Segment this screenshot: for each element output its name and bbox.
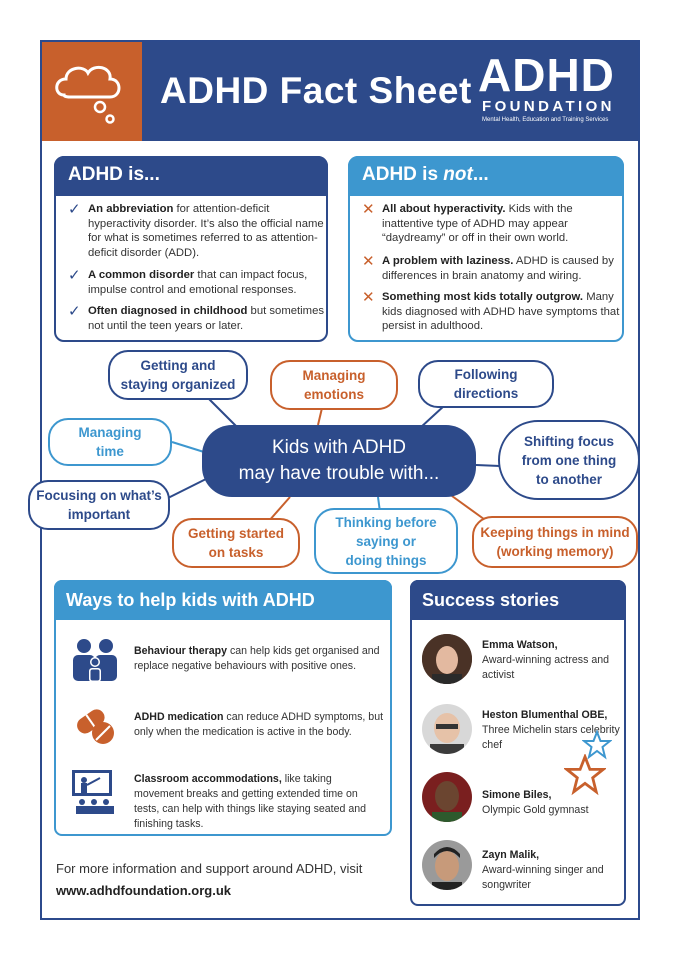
person-name: Zayn Malik,	[482, 849, 540, 861]
item-bold: Something most kids totally outgrow.	[382, 291, 584, 303]
bubble-text: Keeping things in mind	[480, 525, 630, 540]
person-entry	[482, 638, 622, 683]
classroom-icon	[70, 768, 120, 816]
bubble-text: directions	[453, 386, 519, 401]
person-desc: Olympic Gold gymnast	[482, 804, 589, 816]
avatar-heston-blumenthal	[422, 704, 472, 754]
avatar-zayn-malik	[422, 840, 472, 890]
logo-tagline: Mental Health, Education and Training Services	[482, 117, 609, 123]
mindmap-center	[202, 425, 476, 497]
bubble-emotions	[270, 360, 398, 410]
bubble-directions	[418, 360, 554, 408]
way-bold: Classroom accommodations,	[134, 773, 282, 785]
avatar-emma-watson	[422, 634, 472, 684]
way-text: can reduce ADHD symptoms, but only when the medication is active in the body.	[134, 711, 384, 738]
bubble-text: on tasks	[208, 545, 264, 560]
item-text: but sometimes not until the teen years or later.	[88, 305, 325, 332]
bubble-thinking	[314, 508, 458, 574]
item-text: Many kids diagnosed with ADHD have symptoms that persist in adulthood.	[382, 291, 620, 332]
pill-medication-icon	[70, 702, 120, 750]
bubble-text: emotions	[303, 387, 364, 402]
item-text: for attention-deficit hyperactivity disorder. It’s also the official name for what is sometimes referred to as attention-deficit disorder (ADD).	[88, 203, 324, 259]
bubble-text: important	[67, 507, 131, 522]
bubble-text: Managing	[302, 368, 366, 383]
person-desc: Three Michelin stars celebrity chef	[482, 724, 620, 751]
bubble-text: saying or	[355, 533, 417, 549]
person-photo-icon	[422, 704, 472, 754]
bubble-time	[48, 418, 172, 466]
title-prefix: ADHD is	[362, 164, 444, 185]
item-bold: An abbreviation	[88, 203, 174, 215]
bubble-text: Shifting focus	[524, 433, 614, 449]
bubble-text: Thinking before	[335, 514, 437, 530]
adhd-is-box	[54, 156, 328, 342]
bubble-text: doing things	[345, 552, 427, 568]
adhd-is-not-title	[348, 156, 624, 196]
ways-to-help-box	[54, 580, 392, 836]
way-item	[134, 644, 384, 674]
page-title: ADHD Fact Sheet	[160, 70, 472, 111]
cross-icon: ✕	[362, 201, 375, 218]
item-text: ADHD is caused by differences in brain anatomy and wiring.	[382, 255, 614, 282]
bubble-text: (working memory)	[496, 544, 614, 559]
family-therapy-icon	[70, 636, 120, 684]
item-bold: A problem with laziness.	[382, 255, 514, 267]
logo-adhd: ADHD	[478, 49, 615, 101]
item-bold: All about hyperactivity.	[382, 203, 506, 215]
way-text: like taking movement breaks and getting extended time on tests, can help with things like staying seated and finishing tasks.	[134, 773, 367, 830]
item-bold: Often diagnosed in childhood	[88, 305, 248, 317]
avatar-simone-biles	[422, 772, 472, 822]
bubble-shifting-focus	[498, 420, 640, 500]
checkmark-icon: ✓	[68, 267, 81, 284]
checkmark-icon: ✓	[68, 201, 81, 218]
logo-foundation: FOUNDATION	[482, 98, 615, 115]
item-text: that can impact focus, impulse control and emotional responses.	[88, 269, 308, 296]
person-photo-icon	[422, 772, 472, 822]
way-text: can help kids get organised and replace negative behaviours with positive ones.	[134, 645, 380, 672]
footer-link[interactable]: www.adhdfoundation.org.uk	[56, 883, 231, 898]
title-suffix: ...	[472, 164, 489, 185]
bubble-focusing	[28, 480, 170, 530]
list-item	[70, 268, 326, 297]
center-line: Kids with ADHD	[271, 437, 407, 458]
way-bold: Behaviour therapy	[134, 645, 228, 657]
person-name: Simone Biles,	[482, 789, 552, 801]
list-item	[364, 202, 620, 246]
person-photo-icon	[422, 840, 472, 890]
person-entry	[482, 848, 622, 893]
person-desc: Award-winning singer and songwriter	[482, 864, 604, 891]
bubble-getting-started	[172, 518, 300, 568]
list-item	[70, 202, 326, 260]
bubble-text: Following	[454, 367, 518, 382]
person-desc: Award-winning actress and activist	[482, 654, 609, 681]
list-item	[364, 290, 620, 334]
item-text: Kids with the inattentive type of ADHD may appear “daydreamy” or off in their own world.	[382, 203, 573, 244]
success-title: Success stories	[410, 580, 626, 620]
bubble-text: Getting and	[140, 358, 216, 373]
way-item	[134, 772, 384, 832]
way-bold: ADHD medication	[134, 711, 224, 723]
center-line: may have trouble with...	[238, 463, 440, 484]
person-name: Heston Blumenthal OBE,	[482, 709, 608, 721]
title-emphasis: not	[443, 164, 473, 185]
bubble-text: staying organized	[120, 377, 236, 392]
person-name: Emma Watson,	[482, 639, 558, 651]
cross-icon: ✕	[362, 253, 375, 270]
bubble-text: Managing	[78, 425, 142, 440]
bubble-working-memory	[472, 516, 638, 568]
footer-text: For more information and support around ADHD, visit	[56, 861, 363, 876]
person-photo-icon	[422, 634, 472, 684]
ways-title: Ways to help kids with ADHD	[54, 580, 392, 620]
adhd-is-title: ADHD is...	[54, 156, 328, 196]
list-item	[70, 304, 326, 333]
bubble-organized	[108, 350, 248, 400]
bubble-text: from one thing	[521, 452, 617, 468]
bubble-text: Focusing on what’s	[36, 488, 162, 503]
checkmark-icon: ✓	[68, 303, 81, 320]
bubble-text: time	[96, 444, 124, 459]
list-item	[364, 254, 620, 283]
bubble-text: to another	[536, 471, 602, 487]
success-stories-box	[410, 580, 626, 906]
footer	[56, 858, 362, 902]
person-entry	[482, 788, 622, 818]
way-item	[134, 710, 384, 740]
cross-icon: ✕	[362, 289, 375, 306]
thought-bubble-icon	[50, 57, 128, 127]
bubble-text: Getting started	[187, 526, 284, 541]
adhd-is-not-box	[348, 156, 624, 342]
item-bold: A common disorder	[88, 269, 195, 281]
